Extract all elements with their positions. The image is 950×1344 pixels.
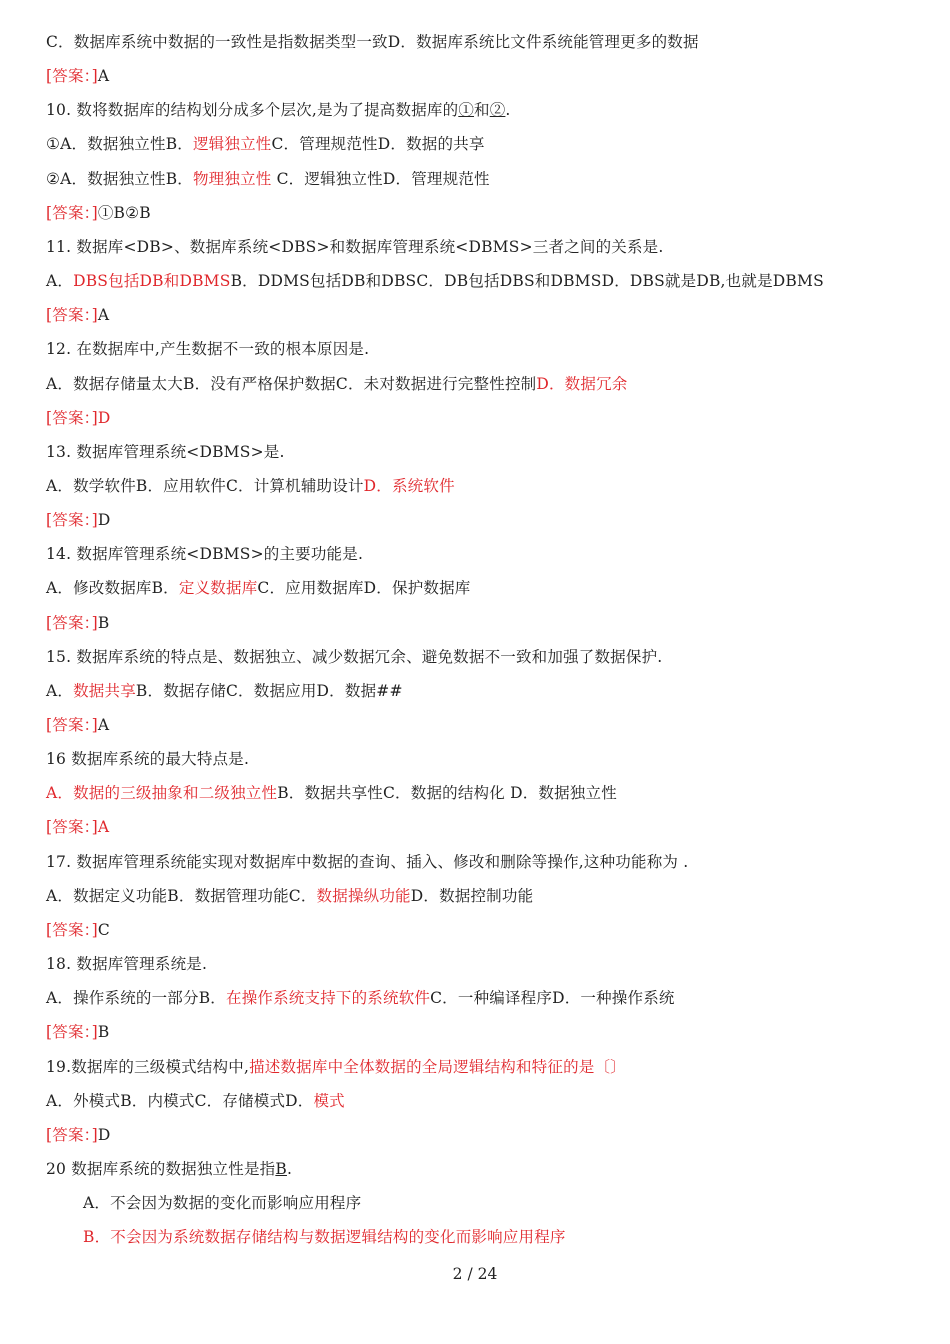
text-segment: 15. 数据库系统的特点是、数据独立、减少数据冗余、避免数据不一致和加强了数据保护. bbox=[46, 647, 663, 666]
text-line bbox=[46, 783, 617, 803]
text-line bbox=[46, 100, 511, 120]
answer-highlight: [答案：] bbox=[46, 1023, 98, 1042]
text-line bbox=[46, 715, 109, 735]
text-segment: ① bbox=[458, 101, 475, 120]
text-segment: ①B②B bbox=[97, 203, 151, 222]
answer-highlight: 定义数据库 bbox=[178, 579, 258, 598]
answer-highlight: 物理独立性 bbox=[192, 169, 272, 188]
text-line bbox=[46, 203, 151, 223]
text-line bbox=[83, 1193, 361, 1213]
text-segment: A．数学软件B．应用软件C．计算机辅助设计 bbox=[46, 476, 364, 495]
text-segment: B．数据存储C．数据应用D．数据## bbox=[135, 681, 403, 700]
text-line bbox=[46, 374, 628, 394]
answer-highlight: D．系统软件 bbox=[363, 476, 455, 495]
text-line bbox=[46, 305, 109, 325]
answer-highlight: 模式 bbox=[313, 1091, 345, 1110]
text-line bbox=[46, 237, 664, 257]
text-segment: C．应用数据库D．保护数据库 bbox=[257, 579, 471, 598]
text-line bbox=[46, 954, 207, 974]
text-line bbox=[46, 476, 455, 496]
answer-highlight: [答案：] bbox=[46, 203, 98, 222]
text-line bbox=[46, 886, 533, 906]
text-line bbox=[46, 1022, 109, 1042]
text-segment: A bbox=[97, 716, 110, 734]
text-line bbox=[46, 1125, 111, 1145]
text-segment: A． bbox=[46, 272, 74, 291]
text-segment: 16 数据库系统的最大特点是. bbox=[46, 750, 250, 769]
text-segment: A．修改数据库B． bbox=[46, 579, 179, 598]
text-segment: ②A．数据独立性B． bbox=[46, 169, 193, 188]
answer-highlight: 在操作系统支持下的系统软件 bbox=[226, 989, 431, 1008]
answer-highlight: 描述数据库中全体数据的全局逻辑结构和特征的是〔〕 bbox=[249, 1057, 626, 1076]
answer-highlight: 逻辑独立性 bbox=[192, 135, 272, 154]
text-segment: . bbox=[286, 1159, 293, 1178]
text-segment: 18. 数据库管理系统是. bbox=[46, 955, 208, 974]
text-line bbox=[46, 988, 675, 1008]
text-segment: 19.数据库的三级模式结构中, bbox=[46, 1057, 250, 1076]
text-segment: A bbox=[97, 67, 110, 86]
text-segment: B bbox=[97, 613, 110, 632]
page-number: 2 / 24 bbox=[452, 1265, 498, 1283]
text-segment: B．DDMS包括DB和DBSC．DB包括DBS和DBMSD．DBS就是DB,也就是DBMS bbox=[230, 272, 824, 291]
text-segment: C．逻辑独立性D．管理规范性 bbox=[271, 169, 490, 188]
answer-highlight: [答案：] bbox=[46, 306, 98, 325]
text-line bbox=[46, 1057, 626, 1077]
text-segment: B bbox=[275, 1159, 287, 1178]
answer-highlight: [答案：] bbox=[46, 716, 98, 734]
text-segment: A．数据存储量太大B．没有严格保护数据C．未对数据进行完整性控制 bbox=[46, 374, 537, 393]
text-segment: A． bbox=[46, 681, 74, 700]
text-segment: 20 数据库系统的数据独立性是指 bbox=[46, 1159, 276, 1178]
text-segment: D bbox=[97, 511, 111, 530]
text-line bbox=[46, 32, 699, 52]
text-line bbox=[46, 817, 109, 837]
answer-highlight: [答案：] bbox=[46, 511, 98, 530]
text-segment: A．操作系统的一部分B． bbox=[46, 989, 226, 1008]
text-line bbox=[46, 1091, 345, 1111]
text-segment: ② bbox=[489, 101, 506, 120]
text-line bbox=[46, 920, 110, 940]
text-segment: D bbox=[97, 1125, 111, 1144]
answer-highlight: DBS包括DB和DBMS bbox=[73, 272, 231, 291]
answer-highlight: [答案：] bbox=[46, 1125, 98, 1144]
text-segment: A．数据定义功能B．数据管理功能C． bbox=[46, 886, 317, 905]
text-segment: 12. 在数据库中,产生数据不一致的根本原因是. bbox=[46, 340, 370, 359]
text-line bbox=[83, 1227, 566, 1247]
text-line bbox=[46, 271, 824, 291]
text-segment: A．不会因为数据的变化而影响应用程序 bbox=[83, 1194, 362, 1213]
text-segment: 11. 数据库<DB>、数据库系统<DBS>和数据库管理系统<DBMS>三者之间的关系是. bbox=[46, 237, 664, 256]
text-segment: ①A．数据独立性B． bbox=[46, 135, 193, 154]
text-segment: 13. 数据库管理系统<DBMS>是. bbox=[46, 442, 285, 461]
text-line bbox=[46, 408, 110, 428]
text-segment: C．数据库系统中数据的一致性是指数据类型一致D．数据库系统比文件系统能管理更多的数据 bbox=[46, 33, 699, 51]
text-line bbox=[46, 339, 369, 359]
text-segment: D．数据控制功能 bbox=[410, 886, 534, 905]
text-line bbox=[46, 1159, 292, 1179]
text-segment: . bbox=[505, 101, 511, 120]
text-line bbox=[46, 66, 109, 86]
answer-highlight: [答案：]A bbox=[46, 818, 110, 837]
answer-highlight: [答案：] bbox=[46, 920, 98, 939]
text-line bbox=[46, 647, 662, 667]
answer-highlight: [答案：] bbox=[46, 67, 98, 86]
text-segment: B．数据共享性C．数据的结构化 D．数据独立性 bbox=[277, 784, 617, 803]
text-line bbox=[46, 578, 471, 598]
text-segment: C．一种编译程序D．一种操作系统 bbox=[430, 989, 675, 1008]
text-segment: A．外模式B．内模式C．存储模式D． bbox=[46, 1091, 314, 1110]
text-line bbox=[46, 169, 490, 189]
answer-highlight: [答案：]D bbox=[46, 408, 111, 427]
answer-highlight: 数据共享 bbox=[73, 681, 136, 700]
text-segment: 14. 数据库管理系统<DBMS>的主要功能是. bbox=[46, 545, 364, 564]
text-segment: B bbox=[97, 1023, 110, 1042]
text-line bbox=[46, 544, 363, 564]
text-segment: 10. 数将数据库的结构划分成多个层次,是为了提高数据库的 bbox=[46, 101, 459, 120]
text-segment: C．管理规范性D．数据的共享 bbox=[271, 135, 485, 154]
text-line bbox=[46, 681, 403, 701]
text-segment: 17. 数据库管理系统能实现对数据库中数据的查询、插入、修改和删除等操作,这种功能称为 . bbox=[46, 852, 689, 871]
answer-highlight: 数据操纵功能 bbox=[316, 886, 411, 905]
answer-highlight: A．数据的三级抽象和二级独立性 bbox=[46, 784, 278, 803]
answer-highlight: D．数据冗余 bbox=[536, 374, 628, 393]
answer-highlight: [答案：] bbox=[46, 613, 98, 632]
text-line bbox=[46, 510, 111, 530]
text-segment: C bbox=[97, 920, 110, 939]
text-segment: 和 bbox=[474, 101, 490, 120]
text-line bbox=[46, 613, 109, 633]
text-line bbox=[46, 134, 485, 154]
text-line bbox=[46, 442, 285, 462]
text-segment: A bbox=[97, 306, 110, 325]
text-line bbox=[46, 852, 688, 872]
text-line bbox=[46, 749, 249, 769]
answer-highlight: B．不会因为系统数据存储结构与数据逻辑结构的变化而影响应用程序 bbox=[83, 1228, 566, 1247]
